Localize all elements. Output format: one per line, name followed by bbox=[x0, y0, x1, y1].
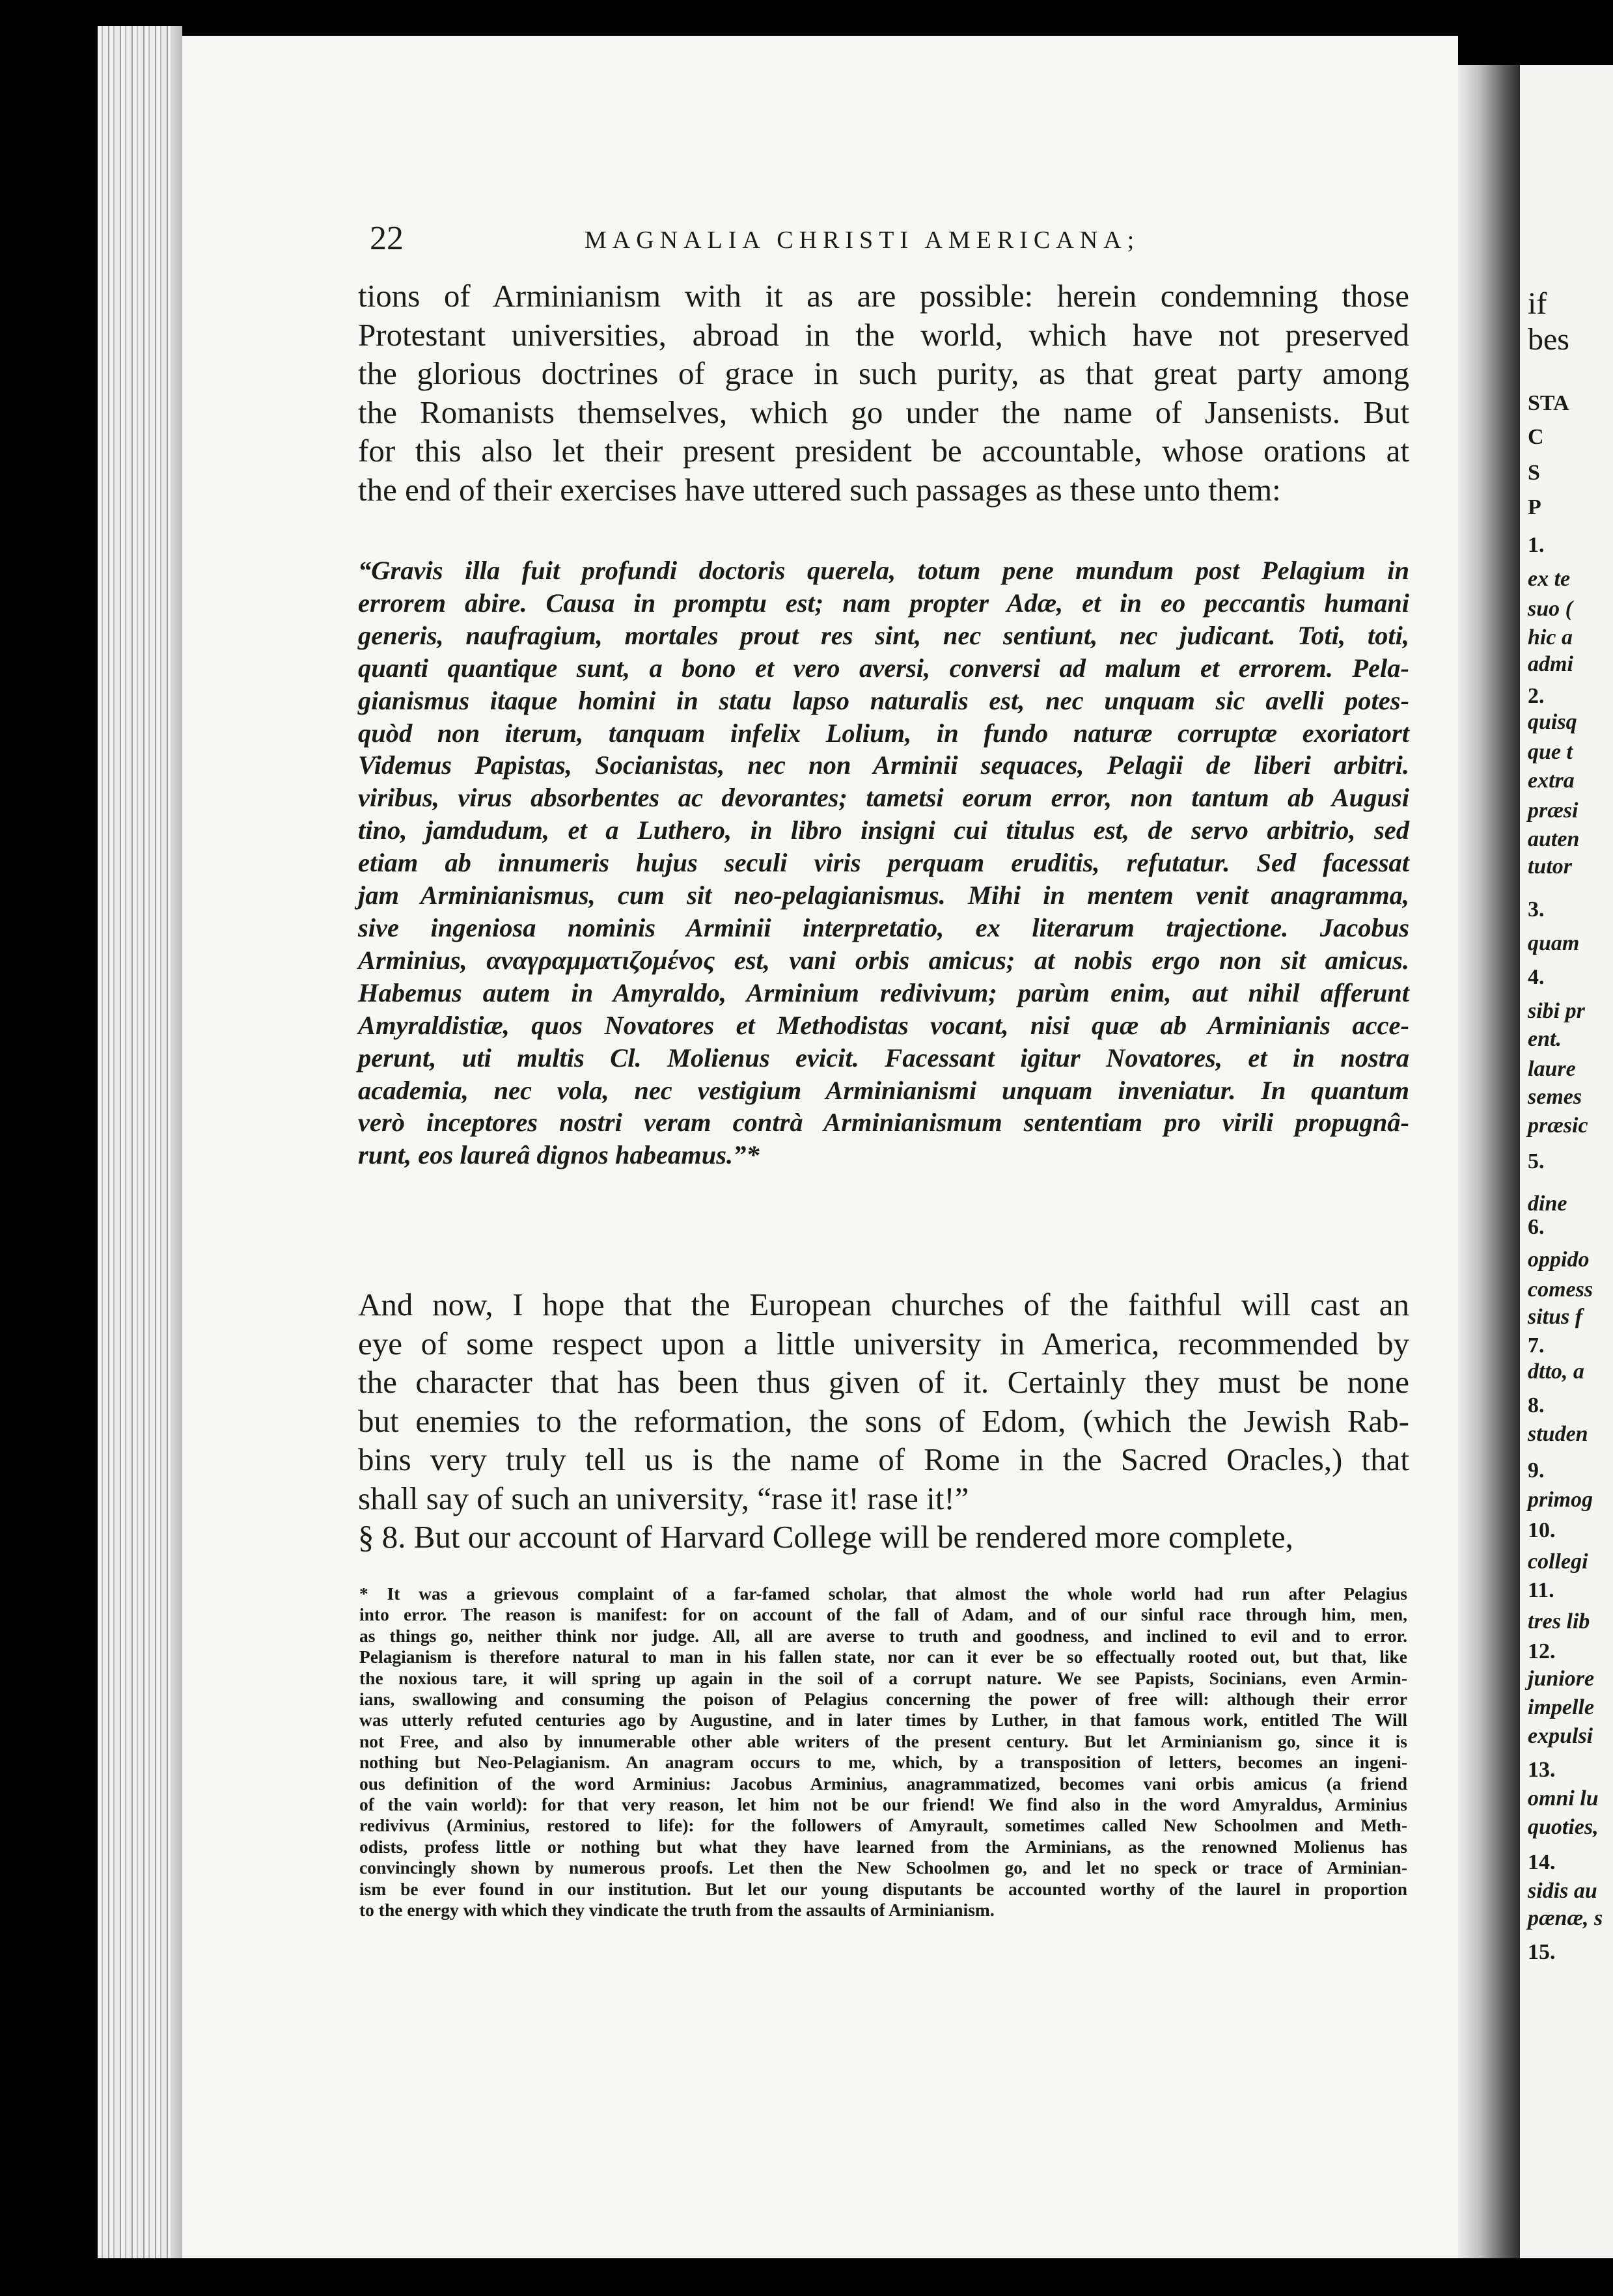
quotation-line: sive ingeniosa nominis Arminii interpretatio, ex literarum trajectione. Jacobus bbox=[358, 912, 1409, 942]
facing-page-line: quam bbox=[1528, 931, 1580, 955]
facing-page-line: que t bbox=[1528, 740, 1573, 764]
latin-quotation bbox=[358, 554, 1409, 1171]
facing-page-line: C bbox=[1528, 425, 1544, 449]
footnote-line: redivivus (Arminius, restored to life): for the followers of Amyrault, sometimes called New Schoolmen and Meth- bbox=[359, 1815, 1407, 1836]
facing-page-line: semes bbox=[1528, 1085, 1582, 1109]
facing-page-line: omni lu bbox=[1528, 1786, 1599, 1811]
quotation-line: quòd non iterum, tanquam infelix Lolium, in fundo naturæ corruptæ exoriatort bbox=[358, 718, 1409, 748]
book-gutter bbox=[1458, 65, 1520, 2258]
facing-page-line: laure bbox=[1528, 1057, 1576, 1081]
facing-page-line: 8. bbox=[1528, 1393, 1545, 1417]
facing-page-line: præsi bbox=[1528, 799, 1579, 823]
quotation-line: generis, naufragium, mortales prout res sint, nec sentiunt, nec judicant. Toti, toti, bbox=[358, 620, 1409, 650]
book-page-edges bbox=[98, 26, 182, 2258]
paragraph-1-line: the glorious doctrines of grace in such purity, as that great party among bbox=[358, 355, 1409, 391]
quotation-line: tino, jamdudum, et a Luthero, in libro insigni cui titulus est, de servo arbitrio, sed bbox=[358, 815, 1409, 845]
footnote-line: convincingly shown by numerous proofs. Let then the New Schoolmen go, and let no speck or trace of Arminian- bbox=[359, 1857, 1407, 1878]
paragraph-3 bbox=[358, 1518, 1409, 1557]
facing-page-line: 14. bbox=[1528, 1850, 1556, 1874]
footnote-line: Pelagianism is therefore natural to man in his fallen state, nor can it ever be so effectually rooted out, but that, like bbox=[359, 1647, 1407, 1667]
facing-page-line: studen bbox=[1528, 1422, 1588, 1446]
facing-page-line: if bbox=[1528, 286, 1547, 321]
paragraph-1-line: the end of their exercises have uttered such passages as these unto them: bbox=[358, 471, 1281, 508]
facing-page-line: impelle bbox=[1528, 1695, 1594, 1719]
footnote-line: * It was a grievous complaint of a far-famed scholar, that almost the whole world had run after Pelagius bbox=[359, 1583, 1407, 1604]
paragraph-2-line: And now, I hope that the European churches of the faithful will cast an bbox=[358, 1287, 1409, 1322]
facing-page-line: pænæ, s bbox=[1528, 1906, 1603, 1930]
paragraph-2-line: bins very truly tell us is the name of Rome in the Sacred Oracles,) that bbox=[358, 1442, 1409, 1477]
facing-page-fragment bbox=[1520, 65, 1613, 2258]
facing-page-line: 1. bbox=[1528, 533, 1545, 557]
quotation-line: viribus, virus absorbentes ac devorantes; tametsi eorum error, non tantum ab Augusi bbox=[358, 783, 1409, 813]
quotation-line: academia, nec vola, nec vestigium Arminianismi unquam inveniatur. In quantum bbox=[358, 1075, 1409, 1105]
quotation-line: Habemus autem in Amyraldo, Arminium redivivum; parùm enim, aut nihil afferunt bbox=[358, 977, 1409, 1007]
facing-page-line: 5. bbox=[1528, 1149, 1545, 1173]
quotation-line: perunt, uti multis Cl. Molienus evicit. Facessant igitur Novatores, et in nostra bbox=[358, 1043, 1409, 1073]
quotation-line: errorem abire. Causa in promptu est; nam propter Adæ, et in eo peccantis humani bbox=[358, 588, 1409, 618]
facing-page-line: 2. bbox=[1528, 684, 1545, 708]
footnote-line: was utterly refuted centuries ago by Augustine, and in later times by Luther, in that famous work, entitled The Will bbox=[359, 1710, 1407, 1730]
footnote-line: ous definition of the word Arminius: Jacobus Arminius, anagrammatized, becomes vani orbis amicus (a friend bbox=[359, 1773, 1407, 1794]
quotation-line: verò inceptores nostri veram contrà Arminianismum sententiam pro virili propugnâ- bbox=[358, 1108, 1409, 1138]
quotation-line: jam Arminianismus, cum sit neo-pelagianismus. Mihi in mentem venit anagramma, bbox=[358, 881, 1409, 910]
footnote-line: not Free, and also by innumerable other able writers of the present century. But let Arminianism go, since it is bbox=[359, 1730, 1407, 1751]
footnote-line: ism be ever found in our institution. But let our young disputants be accounted worthy of the laurel in proportion bbox=[359, 1878, 1407, 1899]
facing-page-line: 12. bbox=[1528, 1639, 1556, 1663]
facing-page-line: 7. bbox=[1528, 1333, 1545, 1358]
paragraph-1 bbox=[358, 277, 1409, 509]
facing-page-line: P bbox=[1528, 495, 1541, 519]
facing-page-line: situs f bbox=[1528, 1305, 1583, 1329]
facing-page-line: ex te bbox=[1528, 567, 1571, 591]
facing-page-line: tres lib bbox=[1528, 1609, 1590, 1633]
page-number: 22 bbox=[370, 220, 404, 257]
facing-page-line: dtto, a bbox=[1528, 1360, 1584, 1384]
facing-page-line: 13. bbox=[1528, 1758, 1556, 1782]
facing-page-line: tutor bbox=[1528, 854, 1573, 879]
facing-page-line: expulsi bbox=[1528, 1724, 1593, 1748]
quotation-line: Amyraldistiæ, quos Novatores et Methodistas vocant, nisi quæ ab Arminianis acce- bbox=[358, 1010, 1409, 1040]
footnote-line: into error. The reason is manifest: for on account of the fall of Adam, and of our sinful race through him, men, bbox=[359, 1604, 1407, 1625]
paragraph-2 bbox=[358, 1285, 1409, 1518]
facing-page-line: dine bbox=[1528, 1192, 1567, 1216]
facing-page-line: oppido bbox=[1528, 1248, 1590, 1272]
paragraph-3-line: § 8. But our account of Harvard College will be rendered more complete, bbox=[358, 1519, 1293, 1555]
facing-page-line: quoties, bbox=[1528, 1815, 1599, 1839]
facing-page-line: 6. bbox=[1528, 1215, 1545, 1239]
quotation-line: gianismus itaque homini in statu lapso naturalis est, nec unquam sic avelli potes- bbox=[358, 685, 1409, 715]
footnote-line: of the vain world): for that very reason, let him not be our friend! We find also in the word Amyraldus, Arminius bbox=[359, 1794, 1407, 1815]
facing-page-line: primog bbox=[1528, 1488, 1593, 1512]
footnote bbox=[359, 1583, 1407, 1921]
facing-page-line: quisq bbox=[1528, 710, 1577, 734]
footnote-line: to the energy with which they vindicate the truth from the assaults of Arminianism. bbox=[359, 1900, 995, 1920]
quotation-line: “Gravis illa fuit profundi doctoris querela, totum pene mundum post Pelagium in bbox=[358, 556, 1409, 585]
facing-page-line: suo ( bbox=[1528, 597, 1573, 621]
footnote-line: the noxious tare, it will spring up again in the soil of a corrupt nature. We see Papists, Socinians, even Armin- bbox=[359, 1667, 1407, 1688]
quotation-line: Videmus Papistas, Socianistas, nec non Arminii sequaces, Pelagii de liberi arbitri. bbox=[358, 750, 1409, 780]
facing-page-line: 15. bbox=[1528, 1940, 1556, 1964]
facing-page-line: comess bbox=[1528, 1278, 1593, 1302]
facing-page-line: 3. bbox=[1528, 897, 1545, 922]
quotation-line: Arminius, αναγραμματιζομένος est, vani orbis amicus; at nobis ergo non sit amicus. bbox=[358, 945, 1409, 975]
paragraph-1-line: Protestant universities, abroad in the world, which have not preserved bbox=[358, 316, 1409, 353]
facing-page-line: sidis au bbox=[1528, 1879, 1597, 1903]
page-header bbox=[370, 219, 1411, 258]
paragraph-2-line: shall say of such an university, “rase it! rase it!” bbox=[358, 1480, 969, 1516]
facing-page-line: admi bbox=[1528, 652, 1573, 676]
facing-page-line: 11. bbox=[1528, 1578, 1554, 1602]
facing-page-line: extra bbox=[1528, 769, 1575, 793]
quotation-line: runt, eos laureâ dignos habeamus.”* bbox=[358, 1140, 760, 1170]
footnote-line: nothing but Neo-Pelagianism. An anagram occurs to me, which, by a transposition of letters, becomes an ingeni- bbox=[359, 1752, 1407, 1773]
facing-page-line: STA bbox=[1528, 391, 1569, 415]
paragraph-2-line: the character that has been thus given of it. Certainly they must be none bbox=[358, 1364, 1409, 1400]
facing-page-line: auten bbox=[1528, 827, 1580, 851]
paragraph-1-line: the Romanists themselves, which go under the name of Jansenists. But bbox=[358, 394, 1409, 430]
facing-page-line: 10. bbox=[1528, 1518, 1556, 1542]
facing-page-line: juniore bbox=[1528, 1667, 1595, 1691]
footnote-line: ians, swallowing and consuming the poison of Pelagius concerning the power of free will: although their error bbox=[359, 1689, 1407, 1710]
facing-page-line: sibi pr bbox=[1528, 999, 1585, 1023]
facing-page-line: præsic bbox=[1528, 1114, 1588, 1138]
running-head: MAGNALIA CHRISTI AMERICANA; bbox=[585, 226, 1140, 254]
facing-page-line: hic a bbox=[1528, 625, 1573, 649]
facing-page-line: 9. bbox=[1528, 1458, 1545, 1483]
footnote-line: odists, profess little or nothing but what they have learned from the Arminians, as the renowned Molienus has bbox=[359, 1836, 1407, 1857]
paragraph-1-line: tions of Arminianism with it as are possible: herein condemning those bbox=[358, 278, 1409, 314]
facing-page-line: collegi bbox=[1528, 1550, 1588, 1574]
facing-page-line: S bbox=[1528, 461, 1540, 485]
paragraph-2-line: but enemies to the reformation, the sons of Edom, (which the Jewish Rab- bbox=[358, 1402, 1409, 1439]
quotation-line: etiam ab innumeris hujus seculi viris perquam eruditis, refutatur. Sed facessat bbox=[358, 848, 1409, 878]
quotation-line: quanti quantique sunt, a bono et vero aversi, conversi ad malum et errorem. Pela- bbox=[358, 653, 1409, 683]
paragraph-1-line: for this also let their present president be accountable, whose orations at bbox=[358, 433, 1409, 469]
footnote-line: as things go, neither think nor judge. All, all are averse to truth and goodness, and inclined to evil and to error. bbox=[359, 1625, 1407, 1646]
facing-page-line: 4. bbox=[1528, 965, 1545, 989]
facing-page-line: bes bbox=[1528, 322, 1569, 357]
paragraph-2-line: eye of some respect upon a little university in America, recommended by bbox=[358, 1325, 1409, 1361]
facing-page-line: ent. bbox=[1528, 1027, 1562, 1051]
